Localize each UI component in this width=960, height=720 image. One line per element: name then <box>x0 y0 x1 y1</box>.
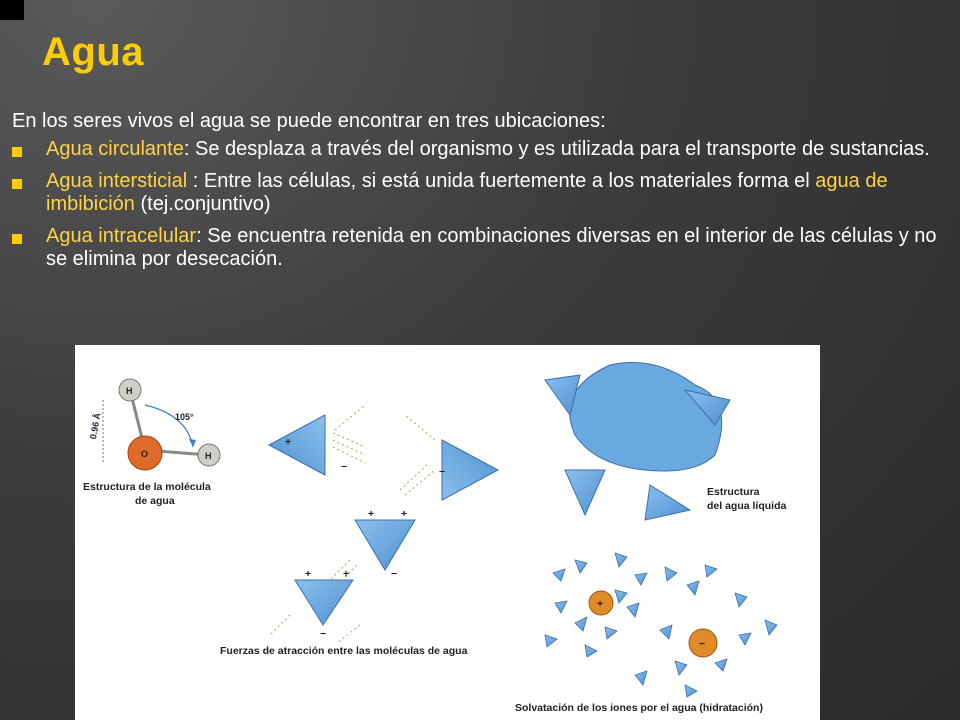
atom-h-label: H <box>205 451 212 461</box>
atom-h-label: H <box>126 386 133 396</box>
slide-title: Agua <box>42 30 144 74</box>
molecule-caption: Estructura de la molécula <box>83 481 211 493</box>
liquid-diagram <box>545 363 787 521</box>
bullet-icon <box>12 234 22 244</box>
corner-mark <box>0 0 24 20</box>
term-circulante: Agua circulante <box>46 138 184 160</box>
term-intracelular: Agua intracelular <box>46 225 197 247</box>
charge-plus: + <box>401 508 408 520</box>
charge-minus: − <box>439 466 446 478</box>
charge-minus: − <box>391 568 398 580</box>
charge-plus: + <box>343 568 350 580</box>
water-figure <box>75 345 820 720</box>
bullet-icon <box>12 147 22 157</box>
attraction-diagram <box>220 405 498 657</box>
anion-label: − <box>699 638 706 650</box>
solvation-caption: Solvatación de los iones por el agua (hidratación) <box>515 702 763 714</box>
item-text: : Se desplaza a través del organismo y es utilizada para el transporte de sustancias. <box>183 138 930 160</box>
liquid-caption-2: del agua líquida <box>707 500 787 512</box>
liquid-caption: Estructura <box>707 486 760 498</box>
molecule-diagram <box>83 379 220 507</box>
cation-label: + <box>597 598 604 610</box>
bullet-list <box>12 138 942 280</box>
charge-plus: + <box>305 568 312 580</box>
list-item <box>12 170 942 216</box>
intro-text: En los seres vivos el agua se puede encontrar en tres ubicaciones: <box>12 110 606 132</box>
charge-minus: − <box>341 461 348 473</box>
bond-length-label: 0.96 Å <box>88 412 103 440</box>
term-imbibicion: agua de imbibición <box>46 170 888 215</box>
item-text: : Se encuentra retenida en combinaciones diversas en el interior de las células y no se elimina por desecación. <box>46 225 937 270</box>
charge-minus: − <box>320 628 327 640</box>
item-text: (tej.conjuntivo) <box>134 193 271 215</box>
charge-plus: + <box>368 508 375 520</box>
bullet-icon <box>12 179 22 189</box>
charge-plus: + <box>285 436 292 448</box>
angle-label: 105° <box>175 412 194 422</box>
item-text: : Entre las células, si está unida fuertemente a los materiales forma el <box>187 170 816 192</box>
atom-o-label: O <box>141 449 149 459</box>
solvation-diagram <box>515 553 777 714</box>
list-item <box>12 138 942 161</box>
list-item <box>12 225 942 271</box>
term-intersticial: Agua intersticial <box>46 170 188 192</box>
molecule-caption-2: de agua <box>135 495 175 507</box>
attraction-caption: Fuerzas de atracción entre las moléculas de agua <box>220 645 468 657</box>
